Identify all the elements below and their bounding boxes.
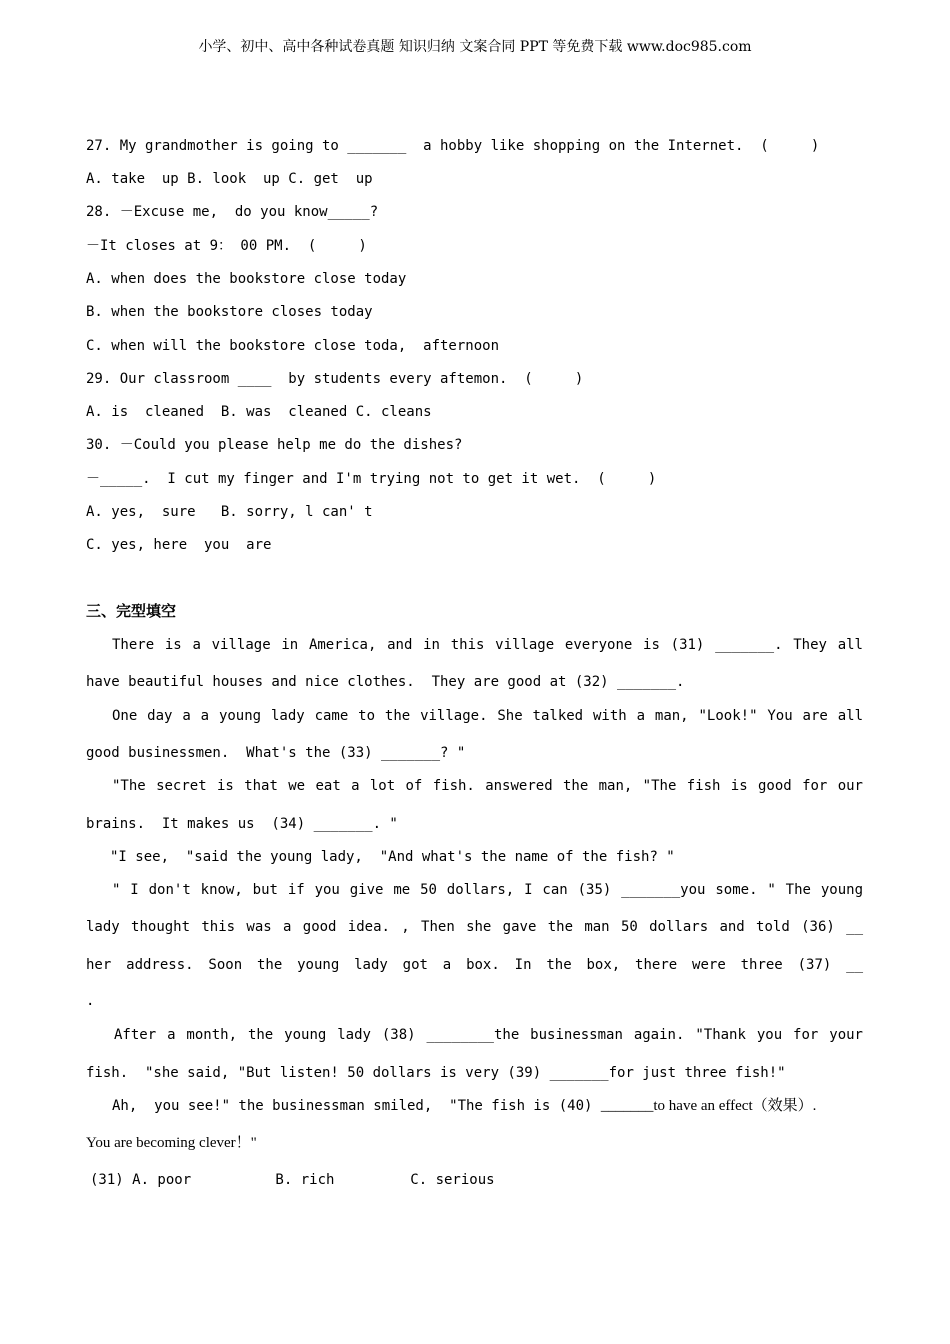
passage-line: good businessmen. What's the (33) _______? " [86,745,466,761]
question-28-option-c: C. when will the bookstore close toda, afternoon [86,338,500,354]
passage-line: fish. "she said, "But listen! 50 dollars is very (39) _______for just three fish!" [86,1065,786,1081]
question-31-options: (31) A. poor B. rich C. serious [90,1172,495,1188]
passage-text: _______to have an effect（效果）. [600,1098,817,1114]
question-28-option-a: A. when does the bookstore close today [86,271,407,287]
question-28-reply: －It closes at 9： 00 PM. ( ) [86,238,367,254]
question-27-stem: 27. My grandmother is going to _______ a hobby like shopping on the Internet. ( ) [86,138,820,154]
passage-line: brains. It makes us (34) _______. " [86,816,398,832]
passage-line: You are becoming clever！" [86,1135,257,1151]
passage-line: have beautiful houses and nice clothes. They are good at (32) _______. [86,674,685,690]
question-30-option-ab: A. yes, sure B. sorry, l can' t [86,504,373,520]
page-header: 小学、初中、高中各种试卷真题 知识归纳 文案合同 PPT 等免费下载 www.doc985.com [198,39,752,55]
passage-line: " I don't know, but if you give me 50 dollars, I can (35) _______you some. " The young [112,882,863,898]
question-28-stem: 28. －Excuse me, do you know_____? [86,204,379,220]
passage-text: Ah, you see!" the businessman smiled, "The fish is (40) [112,1098,601,1114]
passage-line: There is a village in America, and in this village everyone is (31) _______. They all [112,637,863,653]
passage-line [112,1097,816,1115]
passage-line: . [86,993,95,1009]
passage-line: lady thought this was a good idea. , Then she gave the man 50 dollars and told (36) __ [86,919,863,935]
passage-line: After a month, the young lady (38) ________the businessman again. "Thank you for your [114,1027,863,1043]
question-30-reply: －_____. I cut my finger and I'm trying not to get it wet. ( ) [86,471,657,487]
question-28-option-b: B. when the bookstore closes today [86,304,373,320]
question-29-stem: 29. Our classroom ____ by students every aftemon. ( ) [86,371,584,387]
passage-line: "The secret is that we eat a lot of fish. answered the man, "The fish is good for our [112,778,863,794]
section-title-cloze: 三、完型填空 [86,602,177,620]
question-29-options: A. is cleaned B. was cleaned C. cleans [86,404,432,420]
question-30-stem: 30. －Could you please help me do the dishes? [86,437,463,453]
passage-line: One day a a young lady came to the village. She talked with a man, "Look!" You are all [112,708,863,724]
passage-line: her address. Soon the young lady got a box. In the box, there were three (37) __ [86,957,863,973]
question-30-option-c: C. yes, here you are [86,537,272,553]
passage-line: "I see, "said the young lady, "And what's the name of the fish? " [110,849,675,865]
question-27-options: A. take up B. look up C. get up [86,171,373,187]
